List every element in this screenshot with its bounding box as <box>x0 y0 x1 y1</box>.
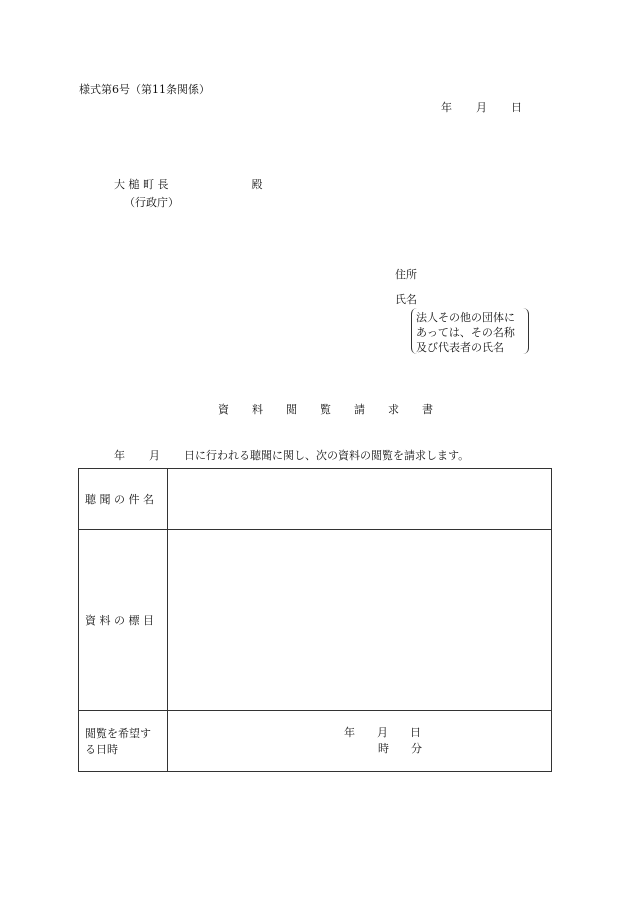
table-row <box>79 469 552 530</box>
addressee <box>114 176 263 192</box>
dt-minute-label: 分 <box>411 742 422 755</box>
desired-datetime-field[interactable] <box>168 711 552 772</box>
desired-datetime-label-line1: 閲覧を希望す <box>85 727 151 740</box>
document-items-label: 資 料 の 標 目 <box>79 530 168 711</box>
addressee-honorific: 殿 <box>251 178 263 191</box>
table-row <box>79 530 552 711</box>
document-title: 資料閲覧請求書 <box>218 403 456 416</box>
addressee-agency: （行政庁） <box>124 196 179 209</box>
document-items-field[interactable] <box>168 530 552 711</box>
dt-year-label: 年 <box>344 726 355 739</box>
dt-hour-label: 時 <box>378 742 389 755</box>
intro-text: 日に行われる聴聞に関し、次の資料の閲覧を請求します。 <box>184 449 470 462</box>
date-day-label: 日 <box>511 101 522 114</box>
intro-month-label: 月 <box>149 449 160 462</box>
dt-month-label: 月 <box>377 726 388 739</box>
form-number: 様式第6号（第11条関係） <box>79 83 210 96</box>
hearing-subject-field[interactable] <box>168 469 552 530</box>
intro-year-label: 年 <box>114 449 125 462</box>
address-label: 住所 <box>395 268 417 281</box>
table-row <box>79 711 552 772</box>
desired-time-line <box>174 741 551 757</box>
submission-date <box>441 99 522 115</box>
addressee-title: 大 槌 町 長 <box>114 178 169 191</box>
request-form-table <box>78 468 552 772</box>
desired-datetime-label-line2: る日時 <box>85 743 118 756</box>
name-label: 氏名 <box>395 293 417 306</box>
desired-datetime-label <box>79 711 168 772</box>
desired-date-line <box>174 725 551 741</box>
date-month-label: 月 <box>476 101 487 114</box>
date-year-label: 年 <box>441 101 452 114</box>
organization-name-note: 法人その他の団体にあっては、その名称及び代表者の氏名 <box>411 308 529 354</box>
request-statement <box>114 447 469 463</box>
dt-day-label: 日 <box>410 726 421 739</box>
hearing-subject-label: 聴 聞 の 件 名 <box>79 469 168 530</box>
